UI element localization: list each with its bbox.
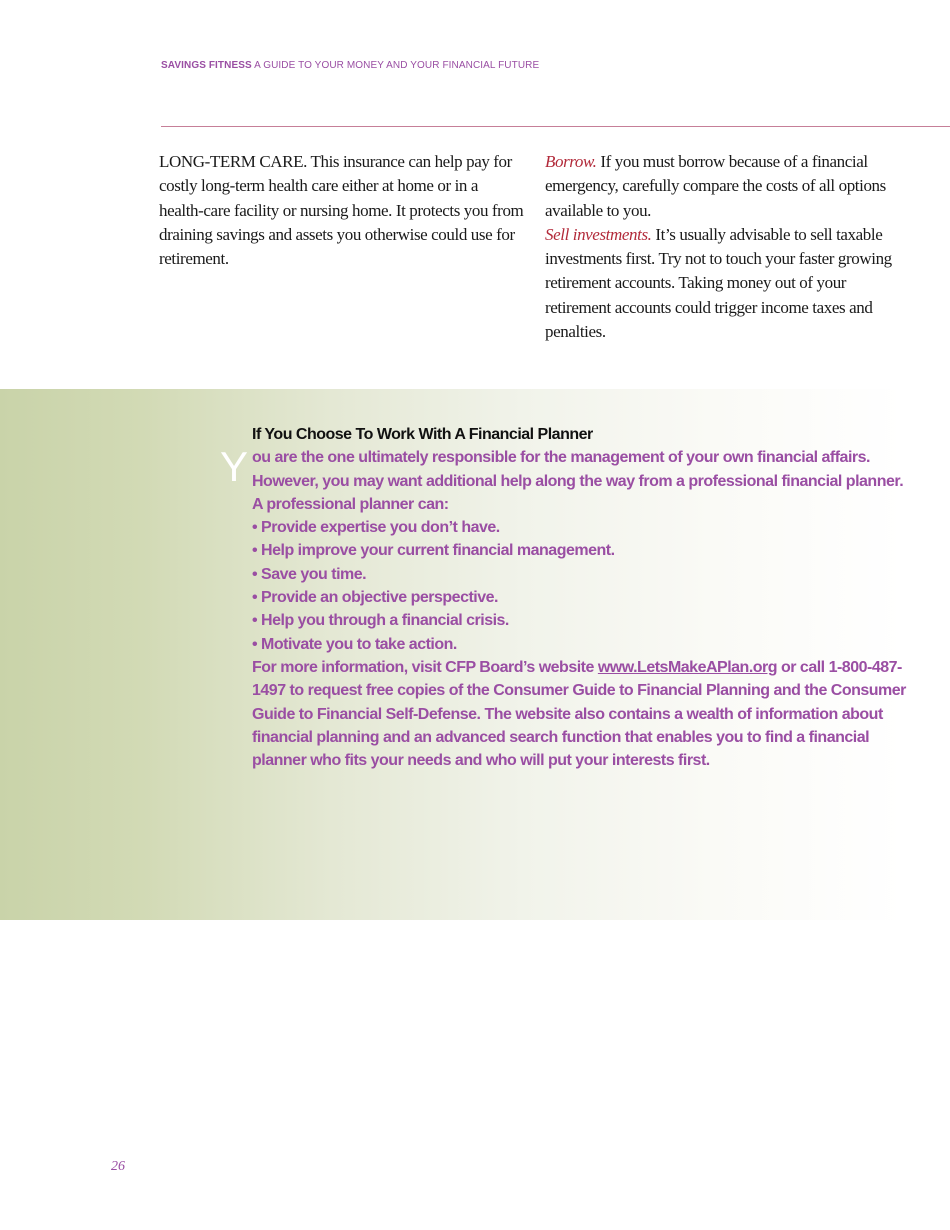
more-info-before: For more information, visit CFP Board’s website [252,658,594,676]
more-info-paragraph [252,656,912,772]
list-item: • Provide expertise you don’t have. [252,516,912,539]
long-term-care-paragraph: LONG-TERM CARE. This insurance can help pay for costly long-term health care either at home or in a health-care facility or nursing home. It protects you from draining savings and assets you otherwise could use for retirement. [159,152,524,269]
borrow-lead: Borrow. [545,152,597,171]
running-head-subtitle: A GUIDE TO YOUR MONEY AND YOUR FINANCIAL FUTURE [254,60,540,71]
left-column [159,150,524,271]
cfp-website-link[interactable]: www.LetsMakeAPlan.org [597,658,778,676]
running-head-brand: SAVINGS FITNESS [161,60,252,71]
header-rule [161,126,950,127]
list-item: • Save you time. [252,563,912,586]
callout-intro: ou are the one ultimately responsible for the management of your own financial affairs. However, you may want additional help along the way from a professional financial planner. A professional planner can: [252,449,904,513]
list-item: • Help you through a financial crisis. [252,609,912,632]
sell-investments-lead: Sell investments. [545,224,652,244]
right-column [545,150,915,344]
borrow-text: If you must borrow because of a financial emergency, carefully compare the costs of all options available to you. [545,152,886,220]
page-number: 26 [111,1159,125,1174]
running-head [161,60,539,71]
drop-cap: Y [220,443,249,490]
list-item: • Motivate you to take action. [252,633,912,656]
list-item: • Provide an objective perspective. [252,586,912,609]
list-item: • Help improve your current financial management. [252,539,912,562]
borrow-paragraph [545,150,915,223]
more-info-after: or call 1-800-487-1497 to request free copies of the Consumer Guide to Financial Planning and the Consumer Guide to Financial Self-Defense. The website also contains a wealth of information about financial planning and an advanced search function that enables you to find a financial planner who fits your needs and who will put your interests first. [252,658,906,770]
callout-body [252,423,912,772]
sell-investments-text: It’s usually advisable to sell taxable investments first. Try not to touch your faster growing retirement accounts. Taking money out of your retirement accounts could trigger income taxes and penalties. [545,224,892,342]
callout-title: If You Choose To Work With A Financial Planner [252,426,593,443]
planner-benefits-list [252,516,912,656]
sell-investments-paragraph [545,223,915,344]
